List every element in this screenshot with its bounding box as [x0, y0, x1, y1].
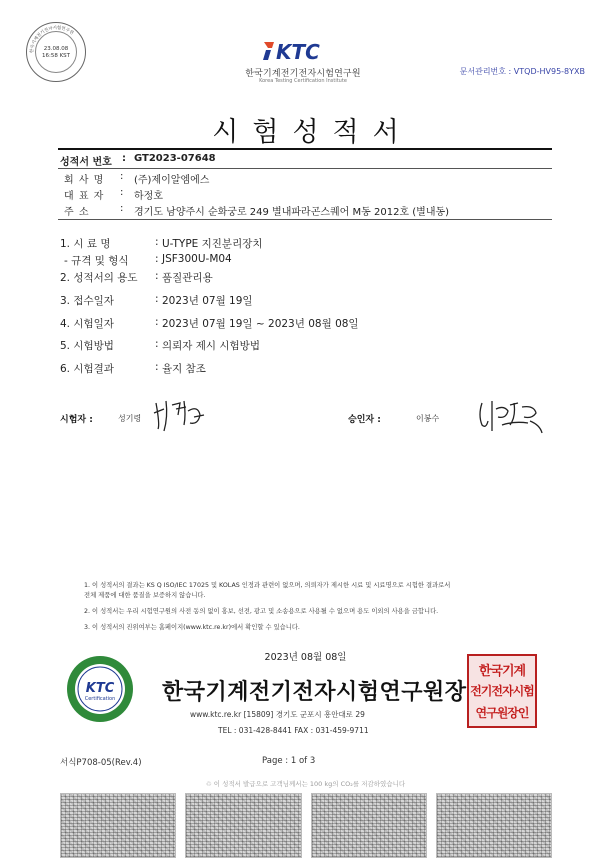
item-colon: :	[155, 361, 159, 373]
tester-signature	[150, 395, 208, 433]
institute-name-en: Korea Testing Certification Institute	[259, 78, 347, 84]
applicant-value: (주)제이알엠에스	[134, 175, 210, 186]
applicant-label: 회 사 명	[64, 175, 105, 186]
eco-note	[0, 779, 611, 788]
seal-text-line: 전기전자시험	[470, 684, 534, 698]
approver-label: 승인자 :	[348, 415, 381, 425]
item-label: 2. 성적서의 용도	[60, 272, 138, 284]
item-value: U-TYPE 지진분리장치	[162, 238, 263, 250]
item-colon: :	[155, 338, 159, 350]
item-colon: :	[155, 270, 159, 282]
verification-code-3	[311, 793, 427, 858]
eco-note-text: 이 성적서 발급으로 고객님께서는 100 kg의 CO₂를 저감하였습니다	[213, 780, 406, 788]
stamp-ring-label: 한국기계전기전자시험연구원	[29, 25, 75, 54]
institute-address: www.ktc.re.kr [15809] 경기도 군포시 흥안대로 29	[190, 710, 365, 719]
page-indicator: Page : 1 of 3	[262, 756, 316, 766]
cert-logo-subtext: Certification	[84, 696, 116, 702]
applicant-colon: :	[120, 203, 124, 214]
institute-name-kr: 한국기계전기전자시험연구원	[245, 69, 361, 79]
item-value: 품질관리용	[162, 272, 213, 284]
applicant-label: 대 표 자	[64, 191, 105, 202]
issue-date: 2023년 08월 08일	[264, 652, 347, 663]
institute-head-name: 한국기계전기전자시험연구원장	[162, 680, 467, 705]
item-label: 1. 시 료 명	[60, 238, 111, 250]
applicant-value: 경기도 남양주시 순화궁로 249 별내파라곤스퀘어 M동 2012호 (별내동)	[134, 207, 450, 218]
ktc-logo-text: KTC	[276, 40, 320, 64]
verification-code-strip	[60, 793, 552, 858]
stamp-ring-text	[27, 23, 87, 83]
item-label: 4. 시험일자	[60, 318, 114, 330]
stamp-date: 23.08.08	[43, 46, 69, 52]
applicant-colon: :	[120, 187, 124, 198]
applicant-colon: :	[120, 171, 124, 182]
item-value: 2023년 07월 19일 ~ 2023년 08월 08일	[162, 318, 359, 330]
report-no-value: GT2023-07648	[134, 153, 216, 164]
item-label: 3. 접수일자	[60, 295, 114, 307]
item-colon: :	[155, 316, 159, 328]
verification-code-4	[436, 793, 552, 858]
eco-icon: ♲	[205, 780, 214, 788]
tester-label: 시험자 :	[60, 415, 93, 425]
item-label: 5. 시험방법	[60, 340, 114, 352]
report-no-rule	[58, 168, 552, 169]
note-line: 3. 이 성적서의 진위여부는 홈페이지(www.ktc.re.kr)에서 확인할 수 있습니다.	[84, 624, 300, 631]
cert-logo-text: KTC	[85, 681, 115, 696]
applicant-label: 주 소	[64, 207, 90, 218]
ktc-certification-logo	[66, 655, 134, 723]
item-colon: :	[155, 236, 159, 248]
applicant-value: 하정호	[134, 191, 163, 202]
item-value: JSF300U-M04	[162, 253, 232, 265]
doc-management-number: 문서관리번호 : VTQD-HV95-8YXB	[459, 67, 585, 76]
item-value: 율지 참조	[162, 363, 206, 375]
item-colon: :	[155, 253, 159, 265]
item-label: 6. 시험결과	[60, 363, 114, 375]
approver-name: 이봉수	[416, 414, 440, 423]
note-line: 전체 제품에 대한 품질을 보증하지 않습니다.	[84, 592, 206, 599]
seal-text-line: 한국기계	[478, 664, 526, 679]
item-colon: :	[155, 293, 159, 305]
seal-text-line: 연구원장인	[475, 706, 529, 720]
note-line: 2. 이 성적서는 우리 시험연구원의 사전 동의 없이 홍보, 선전, 광고 및 소송용으로 사용될 수 없으며 용도 이외의 사용을 금합니다.	[84, 608, 439, 615]
tester-name: 성기령	[118, 414, 142, 423]
item-value: 의뢰자 제시 시험방법	[162, 340, 260, 352]
item-label: - 규격 및 형식	[64, 255, 129, 267]
verification-code-1	[60, 793, 176, 858]
item-value: 2023년 07월 19일	[162, 295, 253, 307]
report-no-label: 성적서 번호	[60, 157, 112, 168]
approver-signature	[474, 395, 548, 437]
verification-code-2	[185, 793, 301, 858]
form-number: 서식P708-05(Rev.4)	[60, 758, 142, 768]
svg-text:한국기계전기전자시험연구원	[28, 24, 75, 53]
receipt-stamp	[26, 22, 86, 82]
note-line: 1. 이 성적서의 결과는 KS Q ISO/IEC 17025 및 KOLAS 인정과 관련이 없으며, 의뢰자가 제시한 시료 및 시료명으로 시험한 결과로서	[84, 582, 451, 589]
ktc-logo	[262, 38, 344, 64]
applicant-rule	[58, 219, 552, 220]
institute-phone: TEL : 031-428-8441 FAX : 031-459-9711	[218, 726, 369, 735]
document-title: 시험성적서	[212, 117, 413, 148]
top-rule	[58, 148, 552, 150]
official-red-seal	[467, 654, 537, 728]
stamp-time: 16:58 KST	[41, 53, 71, 59]
